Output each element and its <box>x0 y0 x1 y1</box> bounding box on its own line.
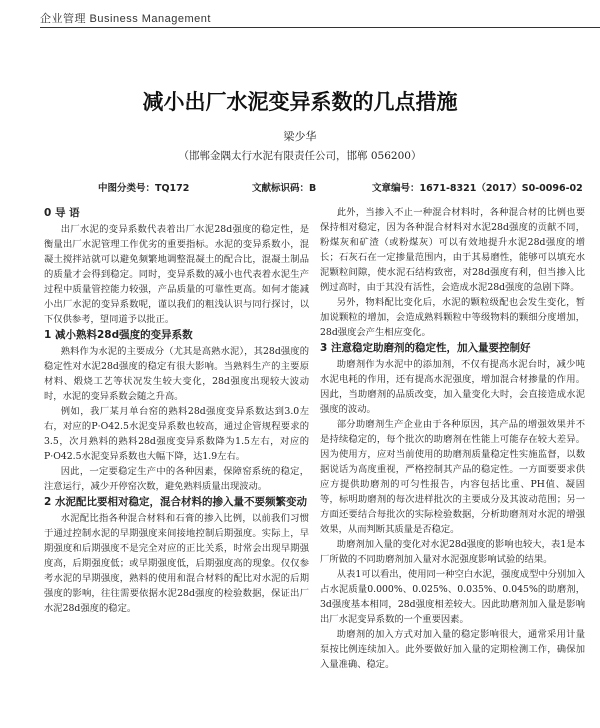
paragraph: 助磨剂作为水泥中的添加剂，不仅有提高水泥台时，减少吨水泥电耗的作用，还有提高水泥强度，增加混合材掺量的作用。因此，当助磨剂的品质改变，加入量变化大时，会直接造成水泥强度的波动。 <box>320 359 585 415</box>
right-column <box>320 205 585 725</box>
journal-header: 企业管理 Business Management <box>40 13 211 25</box>
paragraph: 从表1可以看出，使用同一种空白水泥，强度成型中分别加入占水泥质量0.000%、0.025%、0.035%、0.045%的助磨剂，3d强度基本相同，28d强度相差较大。因此助磨剂加入量是影响出厂水泥变异系数的一个重要因素。 <box>320 569 585 625</box>
section-heading: 2 水泥配比要相对稳定，混合材料的掺入量不要频繁变动 <box>44 496 307 508</box>
paragraph: 例如，我厂某月单台窑的熟料28d强度变异系数达到3.0左右，对应的P·O42.5水泥变异系数也较高，通过企管规程要求的3.5，次月熟料的熟料28d强度变异系数降为1.5左右，对应的P·O42.5水泥变异系数也大幅下降，达1.9左右。 <box>44 406 309 462</box>
section-heading: 0 导 语 <box>44 207 80 219</box>
paragraph: 出厂水泥的变异系数代表着出厂水泥28d强度的稳定性，是衡量出厂水泥管理工作优劣的重要指标。水泥的变异系数小，混凝土搅拌站就可以避免频繁地调整混凝土的配合比，混凝土制品的质量才会得到稳定。同时，变异系数的减小也代表着水泥生产过程中质量管控能力较强，产品质量的可靠性更高。如何才能减小出厂水泥的变异系数呢，谨以我们的粗浅认识与同行探讨，以下仅供参考，望同道予以批正。 <box>44 224 309 325</box>
article-title: 减小出厂水泥变异系数的几点措施 <box>142 90 458 114</box>
affiliation: （邯郸金隅太行水泥有限责任公司，邯郸 056200） <box>178 150 422 162</box>
article-number: 文章编号：1671-8321（2017）S0-0096-02 <box>372 183 583 194</box>
paragraph: 部分助磨剂生产企业由于各种原因，其产品的增强效果并不是持续稳定的，每个批次的助磨剂在性能上可能存在较大差异。因为使用方，应对当前使用的助磨剂质量稳定性实施监督，以数据说话为高度重视，严格控制其产品的稳定性。一方面要要求供应方提供助磨剂的可匀性报告，内容包括比重、PH值、凝固等，标明助磨剂的每次进样批次的主要成分及其波动范围；另一方面还要结合每批次的实际检验数据，分析助磨剂对水泥的增强效果，从而判断其质量是否稳定。 <box>320 419 585 535</box>
clc-number: 中图分类号：TQ172 <box>98 183 190 194</box>
paragraph: 此外，当掺入不止一种混合材料时，各种混合材的比例也要保持相对稳定，因为各种混合材料对水泥28d强度的贡献不同，粉煤灰和矿渣（或粉煤灰）可以有效地提升水泥28d强度的增长；石灰石在一定掺量范围内，由于其易磨性，能够可以填充水泥颗粒间隙，使水泥石结构致密，对28d强度有利，但当掺入比例过高时，由于其没有活性，会造成水泥28d强度的急剧下降。 <box>320 207 585 293</box>
header-rule <box>40 27 600 28</box>
paragraph: 熟料作为水泥的主要成分（尤其是高熟水泥），其28d强度的稳定性对水泥28d强度的稳定有很大影响。当熟料生产的主要原材料、煅烧工艺等状况发生较大变化，28d强度出现较大波动时，水泥的变异系数会随之升高。 <box>44 346 309 402</box>
section-heading: 3 注意稳定助磨剂的稳定性，加入量要控制好 <box>320 342 531 354</box>
author: 梁少华 <box>283 130 317 143</box>
paragraph: 助磨剂的加入方式对加入量的稳定影响很大，通常采用计量泵按比例连续加入。此外要做好加入量的定期检测工作，确保加入量准确、稳定。 <box>320 629 585 670</box>
paragraph: 水泥配比指各种混合材料和石膏的掺入比例，以前我们习惯于通过控制水泥的早期强度来间接地控制后期强度。实际上，早期强度和后期强度不是完全对应的正比关系，时常会出现早期强度高，后期强度低；或早期强度低，后期强度高的现象。仅仅参考水泥的早期强度，熟料的使用和混合材料的配比对水泥的后期强度的影响，往往需要依据水泥28d强度的检验数据，保证出厂水泥28d强度的稳定。 <box>44 513 309 614</box>
left-column <box>44 205 309 725</box>
paragraph: 因此，一定要稳定生产中的各种因素，保障窑系统的稳定，注意运行，减少开停窑次数，避免熟料质量出现波动。 <box>44 466 309 492</box>
paragraph: 另外，物料配比变化后，水泥的颗粒级配也会发生变化，暂加说颗粒的增加，会造成熟料颗粒中等级物料的颗细分度增加，28d强度会产生相应变化。 <box>320 297 585 338</box>
paragraph: 助磨剂加入量的变化对水泥28d强度的影响也较大，表1是本厂所做的不同助磨剂加入量对水泥强度影响试验的结果。 <box>320 539 585 565</box>
doc-code: 文献标识码：B <box>252 183 317 194</box>
section-heading: 1 减小熟料28d强度的变异系数 <box>44 329 193 341</box>
